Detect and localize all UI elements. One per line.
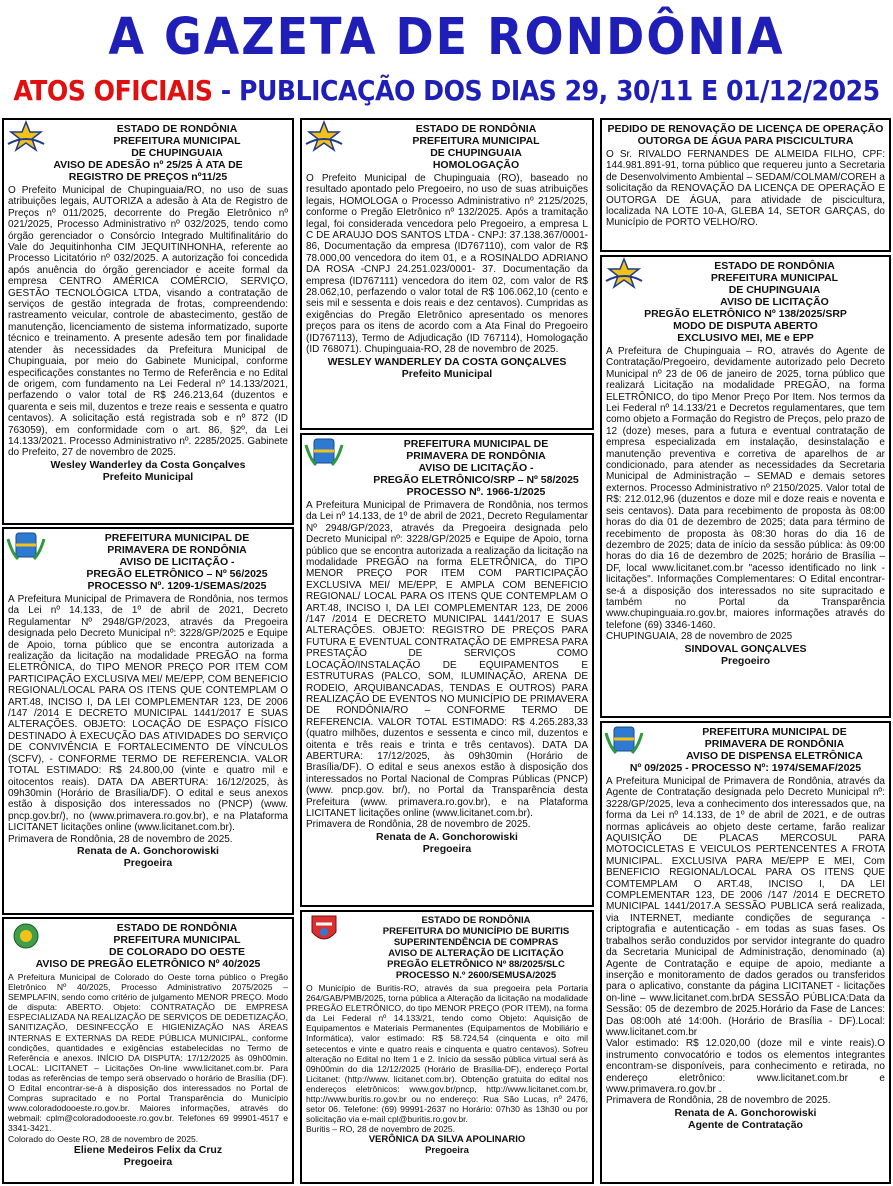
notice-header: PEDIDO DE RENOVAÇÃO DE LICENÇA DE OPERAÇÃO OUTORGA DE ÁGUA PARA PISCICULTURA xyxy=(607,123,884,147)
notice-body: A Prefeitura Municipal de Primavera de Rondônia, nos termos da Lei nº 14.133, de 1º de abril de 2021, Decreto Regulamentar Nº 2948/GP/2023, através da Pregoeira designada pelo Decreto Municipal nº: 3228/GP/2025 e Equipe de Apoio, torna público que se encontra autorizada a realização da licitação na modalidade PREGÃO na forma ELETRÔNICA, do TIPO MENOR PREÇO POR ITEM COM PARTICIPAÇÃO EXCLUSIVA MEI/ ME/EPP, COM BENEFICIO REGIONAL/LOCAL PARA OS ITENS QUE CONTEMPLAM O ART.48, INCISO I, DA LEI COMPLEMENTAR 123, DE 2006 /147 /2014 E DECRETO MUNICIPAL 1441/2017 E SUAS ALTERAÇÕES. OBJETO: LOCAÇÃO DE ESPAÇO FÍSICO DESTINADO À EXECUÇÃO DAS ATIVIDADES DO SERVIÇO DE CONVIVÊNCIA E FORTALECIMENTO DE VÍNCULOS (SCFV), - CONFORME TERMO DE REFERENCIA. VALOR TOTAL ESTIMADO: R$ 24.800,00 (vinte e quatro mil e oitocentos reais). DATA DA ABERTURA: 16/12/2025, às 09h30min (Horário de Brasília/DF). O edital e seus anexos estão à disposição dos interessados no (PNCP) (www. pncp.gov.br/), no (www.primavera.ro.gov.br), e na Plataforma LICITANET licitações online (www.licitanet.com.br). Primavera de Rondônia, 28 de novembro de 2025. xyxy=(8,594,288,845)
notice-body: A Prefeitura de Chupinguaia – RO, através do Agente de Contratação/Pregoeiro, devidamente autorizado pelo Decreto Municipal nº 23 de 06 de janeiro de 2025, torna público que realizará Licitação na modalidade PREGÃO, na forma ELETRÔNICO, do tipo Menor Preço Por Item. Nos termos da Lei Federal nº 14.133/21 e Decretos regulamentares, que tem como objeto a Formação do Registro de Preços, pelo prazo de 12 (doze) meses, para a futura e eventual contratação de empresa especializada em instalação, desinstalação e manutenção preventiva e corretiva de aparelhos de ar condicionado, para atender as necessidades da Secretaria Municipal de Administração – SEMAD e demais setores externos. Processo Administrativo nº 2150/2025. Valor total de R$: 212.012,96 (duzentos e doze mil e doze reais e noventa e seis centavos). Data para recebimento de proposta às 08:00 horas do dia 01 de dezembro de 2025; data para término de recebimento de proposta às 08:30 horas do dia 16 de dezembro de 2025; data de início da sessão pública: às 09:00 horas do dia 16 de dezembro de 2025; horário de Brasília – DF, local www.licitanet.com.br "acesso identificado no link - licitações". Informações Complementares: O Edital encontrar-se-á a disposição dos interessados no site supracitado e também no Portal da Transparência www.chupinguaia.ro.gov.br, maiores informações através do telefone (69) 3346-1460. CHUPINGUAIA, 28 de novembro de 2025 xyxy=(606,346,885,643)
notice-body: O Sr. RIVALDO FERNANDES DE ALMEIDA FILHO, CPF: 144.981.891-91, torna público que requereu junto a Secretaria de Desenvolvimento Ambiental – SEDAM/COLMAM/COREH a solicitação da RENOVAÇÃO DA LICENÇA DE OPERAÇÃO E OUTORGA DE ÁGUA, para atividade de piscicultura, localizada NA LOTE 10-A, GLEBA 14, SETOR GARÇAS, do Município de PORTO VELHO/RO. xyxy=(606,149,885,229)
signature: VERÔNICA DA SILVA APOLINARIO Pregoeira xyxy=(368,1134,526,1157)
notice-chupinguaia-licitacao-138 xyxy=(600,255,891,718)
notice-body: A Prefeitura Municipal de Primavera de Rondônia, nos termos da Lei nº 14.133, de 1º de abril de 2021, Decreto Regulamentar Nº 2948/GP/2023, através da Pregoeira designada pelo Decreto Municipal nº: 3228/GP/2025 e Equipe de Apoio, torna público que se encontra autorizada a realização da licitação na modalidade PREGÃO na forma ELETRÔNICA, do TIPO MENOR PREÇO POR ITEM COM PARTICIPAÇÃO EXCLUSIVA MEI/ ME/EPP, E AMPLA COM BENEFICIO REGIONAL/ LOCAL PARA OS ITENS QUE CONTEMPLAM O ART.48, INCISO I, DA LEI COMPLEMENTAR 123, DE 2006 /147 /2014 E DECRETO MUNICIPAL 1441/2017 E SUAS ALTERAÇÕES. OBJETO: REGISTRO DE PREÇOS PARA FUTURA E EVENTUAL CONTRATAÇÃO DE EMPRESA PARA PRESTAÇÃO DE SERVIÇOS COMO LOCAÇÃO/INSTALAÇÃO DE EQUIPAMENTOS E ESTRUTURAS (PALCO, SOM, ILUMINAÇÃO, ARENA DE RODEIO, ARQUIBANCADAS, TENDAS E OUTROS) PARA REALIZAÇÃO DE EVENTOS NO MUNICÍPIO DE PRIMAVERA DE RONDÔNIA/RO – CONFORME TERMO DE REFERENCIA. VALOR TOTAL ESTIMADO: R$ 4.265.283,33 (quatro milhões, duzentos e sessenta e cinco mil, duzentos e oitenta e três reais e trinta e três centavos). DATA DA ABERTURA: 17/12/2025, às 09h30min (Horário de Brasília/DF). O edital e seus anexos estão à disposição dos interessados no Portal Nacional de Compras Públicas (PNCP) (www. pncp.gov. br/), no Portal da Transparência desta Prefeitura (www. primavera.ro.gov.br), e na Plataforma LICITANET licitações online (www.licitanet.com.br). Primavera de Rondônia, 28 de novembro de 2025. xyxy=(306,500,588,831)
signature: SINDOVAL GONÇALVES Pregoeiro xyxy=(684,642,807,667)
notice-colorado-pregao-40 xyxy=(2,917,294,1184)
publication-dates: PUBLICAÇÃO DOS DIAS 29, 30/11 E 01/12/2025 xyxy=(239,74,880,107)
notice-renovacao-licenca xyxy=(600,118,891,252)
signature: WESLEY WANDERLEY DA COSTA GONÇALVES Prefeito Municipal xyxy=(327,355,567,380)
separator: - xyxy=(212,74,240,107)
notice-body: O Prefeito Municipal de Chupinguaia/RO, no uso de suas atribuições legais, AUTORIZA a adesão à Ata de Registro de Preços nº 011/2025, decorrente do Pregão Eletrônico nº 021/2025, Processo Administrativo nº 032/2025, tendo como órgão gerenciador o Consórcio Integrado Multifinalitário do Vale do Jequitinhonha CIM JEQUITINHONHA, referente ao Processo Licitatório nº 032/2025. A autorização foi concedida após anuência do órgão gerenciador e aceite formal da empresa CENTRO AMÉRICA COMÉRCIO, SERVIÇO, GESTÃO TECNOLÓGICA LTDA, visando a contratação de serviços de gestão integrada de frotas, compreendendo: rastreamento veicular, controle de abastecimento, gestão de manutenção, licenciamento de sistema informatizado, suporte técnico e treinamento. A presente adesão tem por finalidade atender às necessidades da Prefeitura Municipal de Chupinguaia, por meio do Gabinete Municipal, conforme especificações constantes no Termo de Referência e no Edital de origem, com fundamento na Lei Federal nº 14.133/2021, perfazendo o valor total de R$ 246.213,64 (duzentos e quarenta e seis mil, duzentos e treze reais e sessenta e quatro centavos). A solicitação está registrada sob e nº 872 (ID 763059), em conformidade com o art. 86, §2º, da Lei 14.133/2021. Processo Administrativo nº. 2285/2025. Gabinete do Prefeito, 27 de novembro de 2025. xyxy=(8,185,288,459)
notice-header: ESTADO DE RONDÔNIA PREFEITURA MUNICIPAL DE CHUPINGUAIA HOMOLOGAÇÃO xyxy=(412,123,540,171)
notice-header: PREFEITURA MUNICIPAL DE PRIMAVERA DE RONDÔNIA AVISO DE LICITAÇÃO - PREGÃO ELETRÔNICO/SRP – Nº 58/2025 PROCESSO Nº. 1966-1/2025 xyxy=(373,438,579,498)
notice-header: ESTADO DE RONDÔNIA PREFEITURA MUNICIPAL DE CHUPINGUAIA AVISO DE ADESÃO nº 25/25 À ATA DE REGISTRO DE PREÇOS nº11/25 xyxy=(53,123,243,183)
masthead xyxy=(0,0,893,68)
notice-chupinguaia-adesao xyxy=(2,118,294,525)
edition-line xyxy=(0,70,893,112)
notice-header: ESTADO DE RONDÔNIA PREFEITURA MUNICIPAL DE COLORADO DO OESTE AVISO DE PREGÃO ELETRÔNICO Nº 40/2025 xyxy=(35,922,261,970)
signature: Renata de A. Gonchorowiski Pregoeira xyxy=(77,844,219,869)
signature: Renata de A. Gonchorowiski Agente de Contratação xyxy=(674,1106,817,1131)
notice-primavera-pregao-56 xyxy=(2,527,294,915)
section-label: ATOS OFICIAIS xyxy=(13,74,213,107)
notice-primavera-dispensa-09 xyxy=(600,721,891,1184)
signature: Eliene Medeiros Felix da Cruz Pregoeira xyxy=(73,1143,223,1168)
newspaper-title: A GAZETA DE RONDÔNIA xyxy=(108,6,785,66)
notice-body: A Prefeitura Municipal de Colorado do Oeste torna público o Pregão Eletrônico Nº 40/2025, Processo Administrativo 2075/2025 – SEMPLAFIN, sendo como critério de julgamento MENOR PREÇO. Modo de disputa: ABERTO. Objeto: CONTRATAÇÃO DE EMPRESA ESPECIALIZADA NA REALIZAÇÃO DE SERVIÇOS DE DEDETIZAÇÃO, SANITIZAÇÃO, DESINFECÇÃO E HIGIENIZAÇÃO NAS ÁREAS INTERNAS E EXTERNAS DA REDE PÚBLICA MUNICIPAL, conforme condições, quantidades e exigências estabelecidas no Termo de Referência e anexos. INÍCIO DA DISPUTA: 17/12/2025 às 09h00min. LOCAL: LICITANET – Licitações On-line www.licitanet.com.br. Para todas as referências de tempo será observado o horário de Brasília (DF). O Edital encontrar-se-á à disposição dos interessados no Portal de Compras supracitado e no Portal Transparência do Município www.coloradodooeste.ro.gov.br. Maiores informações, através do webmail: cplm@coloradodooeste.ro.gov.br. Telefones 69 99901-4517 e 3341-3421. Colorado do Oeste RO, 28 de novembro de 2025. xyxy=(8,972,288,1144)
notice-header: PREFEITURA MUNICIPAL DE PRIMAVERA DE RONDÔNIA AVISO DE LICITAÇÃO - PREGÃO ELETRÔNICO – Nº 56/2025 PROCESSO Nº. 1209-1/SEMAS/2025 xyxy=(86,532,268,592)
notice-body: O Município de Buritis-RO, através da sua pregoeira pela Portaria 264/GAB/PMB/2025, torna pública a Alteração da licitação na modalidade PREGÃO ELETRÔNICO, do tipo MENOR PREÇO (POR ITEM), na forma da Lei Federal nº 14.133/21, tendo como Objeto: Aquisição de Equipamentos e Materiais Permanentes (Equipamentos de Mobiliário e Informática), valor estimado: R$ 58.724,54 (cinquenta e oito mil setecentos e vinte e quatro reais e cinquenta e quatro centavos). Sofreu alteração no Edital no Item 1 e 2. Início da sessão pública virtual será às 09h00min do dia 12/12/2025 (Horário de Brasília-DF), endereço Portal Licitanet: (http://www. licitanet.com.br). Obtenção gratuita do edital nos endereços eletrônicos: www.gov.br/pncp, http://www.licitanet.com.br, http://www.buritis.ro.gov.br ou no endereço: Rua São Lucas, nº 2476, setor 06. Telefone: (69) 99991-2637 no Horário: 07h30 às 13h30 ou por solicitação via e-mail cpl@buritis.ro.gov.br. Buritis – RO, 28 de novembro de 2025. xyxy=(306,983,588,1135)
notice-header: ESTADO DE RONDÔNIA PREFEITURA MUNICIPAL DE CHUPINGUAIA AVISO DE LICITAÇÃO PREGÃO ELETRÔNICO Nº 138/2025/SRP MODO DE DISPUTA ABERTO EXCLUSIVO MEI, ME e EPP xyxy=(644,260,847,344)
signature: Renata de A. Gonchorowiski Pregoeira xyxy=(376,830,518,855)
notice-body: A Prefeitura Municipal de Primavera de Rondônia, através da Agente de Contratação designada pelo Decreto Municipal nº: 3228/GP/2025, leva a conhecimento dos interessados que, na forma da Lei nº 14.133, de 1º de abril de 2021, e de outras normas aplicáveis ao objeto deste certame, farão realizar AQUISIÇÃO DE PLACAS MERCOSUL PARA MOTOCICLETAS E VEICULOS PERTENCENTES A FROTA MUNICIPAL. EXCLUSIVA PARA ME/EPP E MEI, Com BENEFICIO REGIONAL/LOCAL PARA OS ITENS QUE COMTEMPLAM O ART.48, INCISO I, DA LEI COMPLEMENTAR 123, DE 2006 /147 /2014 E DECRETO MUNICIPAL 1441/2017.A SESSÃO PUBLICA será realizada, via INTERNET, mediante condições de segurança - criptografia e autenticação - em todas as suas fases. Os trabalhos serão conduzidos por servidor integrante do quadro da Secretaria Municipal de Administração, denominado (a) Agente de Contratação e equipe de apoio, mediante a inserção e monitoramento de dados gerados ou transferidos para o aplicativo, constante da página LICITANET - licitações on-line – www.licitanet.com.brDA SESSÃO PÚBLICA:Data da Sessão: 05 de dezembro de 2025.Horário da Fase de Lances: Das 08:00h até 14:00h. (Horário de Brasília - DF).Local: www.licitanet.com.br Valor estimado: R$ 12.020,00 (doze mil e vinte reais).O instrumento convocatório e todos os elementos integrantes encontram-se disponíveis, para conhecimento e retirada, no endereço eletrônico: www.licitanet.com.br e www.primavera.ro.gov.br . Primavera de Rondônia, 28 de novembro de 2025. xyxy=(606,776,885,1107)
notice-primavera-pregao-58 xyxy=(300,433,594,907)
notice-body: O Prefeito Municipal de Chupinguaia (RO), baseado no resultado apontado pelo Pregoeiro, no uso de suas atribuições legais, HOMOLOGA o Processo Administrativo nº 2125/2025, conforme o Pregão Eletrônico nº 132/2025. Após a tramitação legal, foi considerada vencedora pelo Pregoeiro, a empresa L C DE ARAUJO DOS SANTOS LTDA - CNPJ: 37.138.367/0001-86, Documentação da empresa (ID767110), com valor de R$ 78.000,00 vencedora do item 01, e a ROSINALDO ADRIANO DA ROSA -CNPJ 24.251.023/0001- 37. Documentação da empresa (ID767111) vencedora do item 02, com valor de R$ 28.062,10, perfazendo o valor total de R$ 106.062,10 (cento e seis mil e sessenta e dois reais e dez centavos). Cumpridas as exigências do Pregão Eletrônico apresentado os menores preços para os itens de acordo com a Ata Final do Pregoeiro (ID767113), Termo de Adjudicação (ID 767114), Homologação (ID 768071). Chupinguaia-RO, 28 de novembro de 2025. xyxy=(306,173,588,356)
notice-chupinguaia-homologacao xyxy=(300,118,594,430)
notice-buritis-pregao-88 xyxy=(300,910,594,1184)
signature: Wesley Wanderley da Costa Gonçalves Prefeito Municipal xyxy=(50,458,246,483)
notice-header: PREFEITURA MUNICIPAL DE PRIMAVERA DE RONDÔNIA AVISO DE DISPENSA ELETRÔNICA Nº 09/2025 - PROCESSO Nº: 1974/SEMAF/2025 xyxy=(629,726,863,774)
notice-header: ESTADO DE RONDÔNIA PREFEITURA DO MUNICÍPIO DE BURITIS SUPERINTENDÊNCIA DE COMPRAS AVISO DE ALTERAÇÃO DE LICITAÇÃO PREGÃO ELETRÔNICO Nº 88/2025/SLC PROCESSO N.º 2600/SEMUSA/2025 xyxy=(382,915,570,981)
